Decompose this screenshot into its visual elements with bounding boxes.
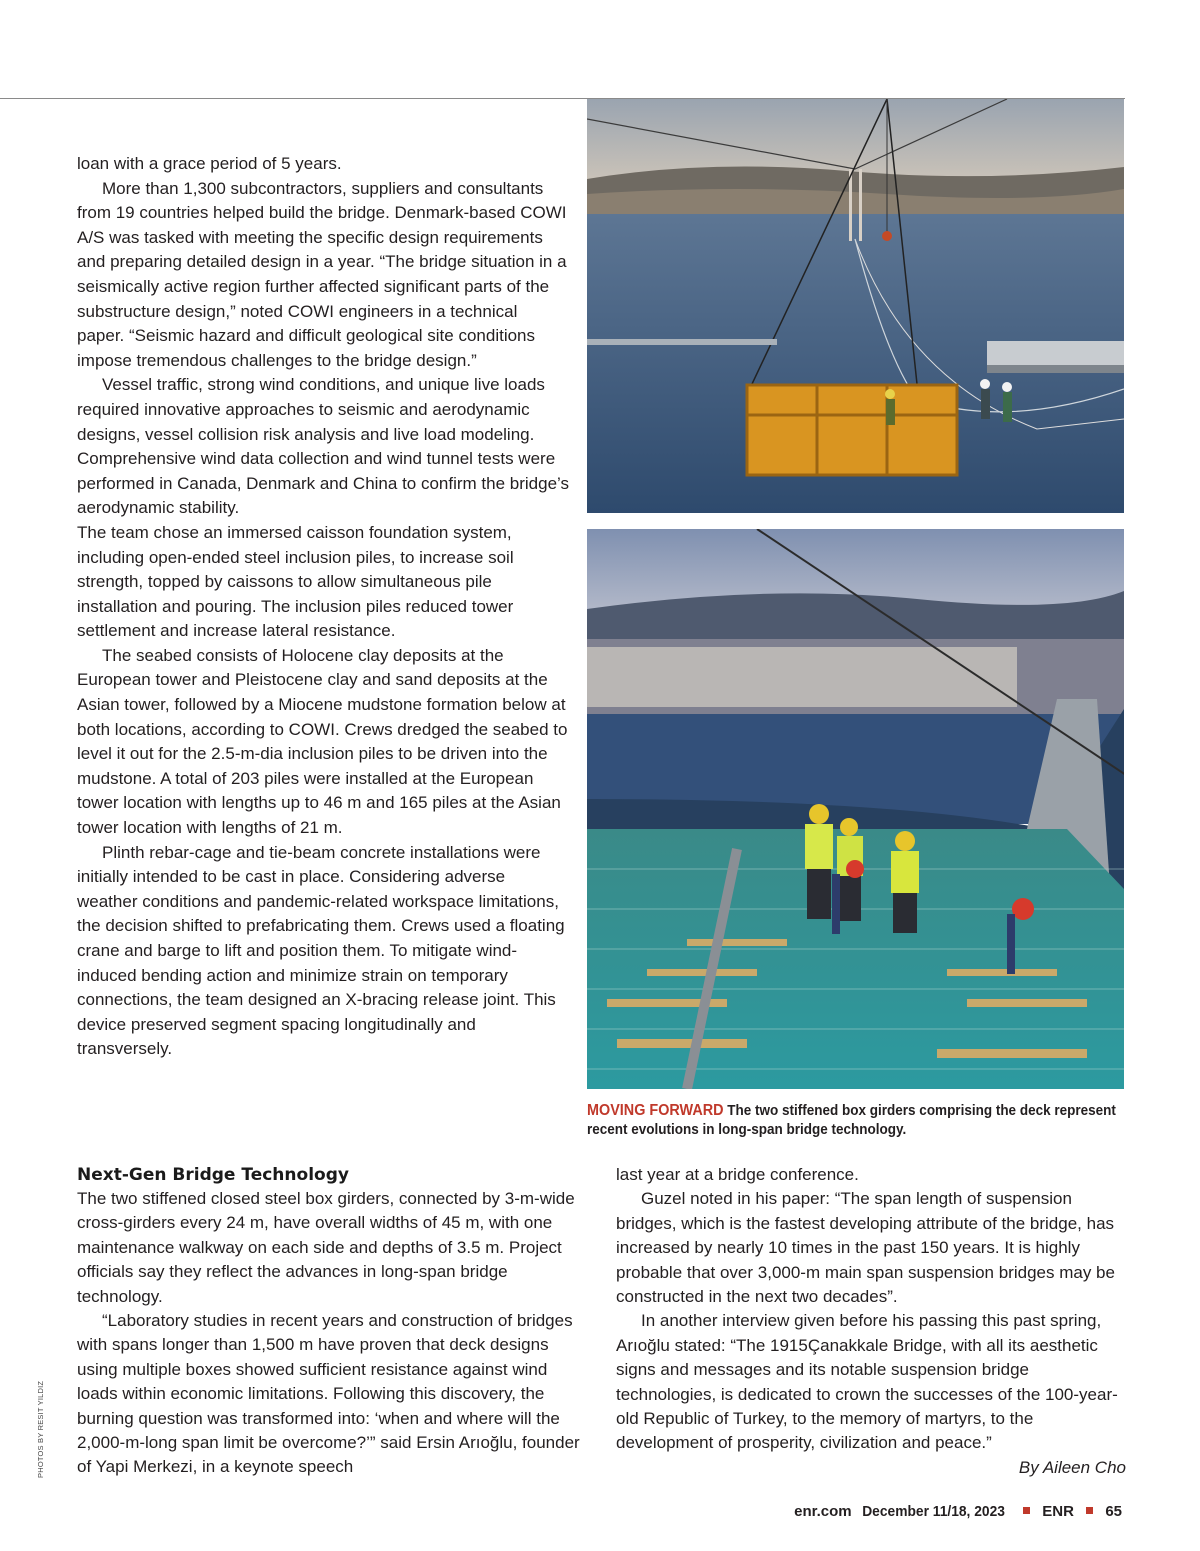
footer-site: enr.com (794, 1503, 852, 1520)
paragraph: More than 1,300 subcontractors, suppliers and consultants from 19 countries helped build the bridge. Denmark-based COWI A/S was tasked with meeting the specific design requirements and preparing detailed design in a year. “The bridge situation in a seismically active region further affected significant parts of the substructure design,” noted COWI engineers in a technical paper. “Seismic hazard and difficult geological site conditions impose tremendous challenges to the bridge design.” (77, 178, 567, 370)
caption-text: The two stiffened box girders comprising the deck represent recent evolutions in long-span bridge technology. (587, 1102, 1116, 1138)
byline: By Aileen Cho (1018, 1457, 1126, 1477)
separator-square-icon (1023, 1507, 1030, 1514)
right-column-bottom (616, 1163, 1126, 1480)
gondola-photo (587, 99, 1124, 513)
paragraph: loan with a grace period of 5 years. (77, 154, 342, 173)
footer-brand: ENR (1042, 1503, 1074, 1520)
paragraph: The seabed consists of Holocene clay deposits at the European tower and Pleistocene clay and sand deposits at the Asian tower, followed by a Miocene mudstone formation below at both locations, according to COWI. Crews dredged the seabed to level it out for the 2.5-m-dia inclusion piles to be driven into the mudstone. A total of 203 piles were installed at the European tower location with lengths up to 46 m and 165 piles at the Asian tower location with lengths of 21 m. (77, 645, 568, 838)
left-column-bottom (77, 1163, 587, 1480)
paragraph: The team chose an immersed caisson foundation system, including open-ended steel inclusion piles, to increase soil strength, topped by caissons to allow simultaneous pile installation and pouring. The inclusion piles reduced tower settlement and increase lateral resistance. (77, 522, 514, 641)
photo-credit: PHOTOS BY RESIT YILDIZ (36, 1380, 45, 1478)
paragraph: last year at a bridge conference. (616, 1165, 859, 1184)
page-footer (794, 1503, 1122, 1520)
page-number: 65 (1105, 1503, 1122, 1520)
paragraph: “Laboratory studies in recent years and construction of bridges with spans longer than 1,500 m have proven that deck designs using multiple boxes showed sufficient resistance against wind loads within economic limitations. Following this discovery, the burning question was transformed into: ‘when and where will the 2,000-m-long span limit be overcome?’” said Ersin Arıoğlu, founder of Yapi Merkezi, in a keynote speech (77, 1311, 580, 1477)
paragraph: The two stiffened closed steel box girders, connected by 3-m-wide cross-girders every 24 m, have overall widths of 45 m, with one maintenance walkway on each side and depths of 3.5 m. Project officials say they reflect the advances in long-span bridge technology. (77, 1189, 575, 1306)
catwalk-photo (587, 529, 1124, 1089)
section-heading: Next-Gen Bridge Technology (77, 1165, 349, 1185)
left-column-top (77, 152, 569, 1062)
caption-kicker: MOVING FORWARD (587, 1102, 724, 1119)
separator-square-icon (1086, 1507, 1093, 1514)
paragraph: In another interview given before his passing this past spring, Arıoğlu stated: “The 1915Çanakkale Bridge, with all its aesthetic signs and messages and its notable suspension bridge technologies, is dedicated to crown the successes of the 100-year-old Republic of Turkey, to the memory of martyrs, to the development of prosperity, civilization and peace.” (616, 1311, 1118, 1453)
paragraph: Vessel traffic, strong wind conditions, and unique live loads required innovative approaches to seismic and aerodynamic designs, vessel collision risk analysis and live load modeling. Comprehensive wind data collection and wind tunnel tests were performed in Canada, Denmark and China to confirm the bridge’s aerodynamic stability. (77, 375, 570, 518)
paragraph: Plinth rebar-cage and tie-beam concrete installations were initially intended to be cast in place. Considering adverse weather conditions and pandemic-related workspace limitations, the decision shifted to prefabricating them. Crews used a floating crane and barge to lift and position them. To mitigate wind-induced bending action and minimize strain on temporary connections, the team designed an X-bracing release joint. This device preserved segment spacing longitudinally and transversely. (77, 842, 565, 1059)
photo-caption (587, 1101, 1123, 1139)
paragraph: Guzel noted in his paper: “The span length of suspension bridges, which is the fastest developing attribute of the bridge, has increased by nearly 10 times in the past 150 years. It is highly probable that over 3,000-m main span suspension bridges may be constructed in the next two decades”. (616, 1189, 1115, 1307)
footer-date: December 11/18, 2023 (862, 1503, 1005, 1520)
